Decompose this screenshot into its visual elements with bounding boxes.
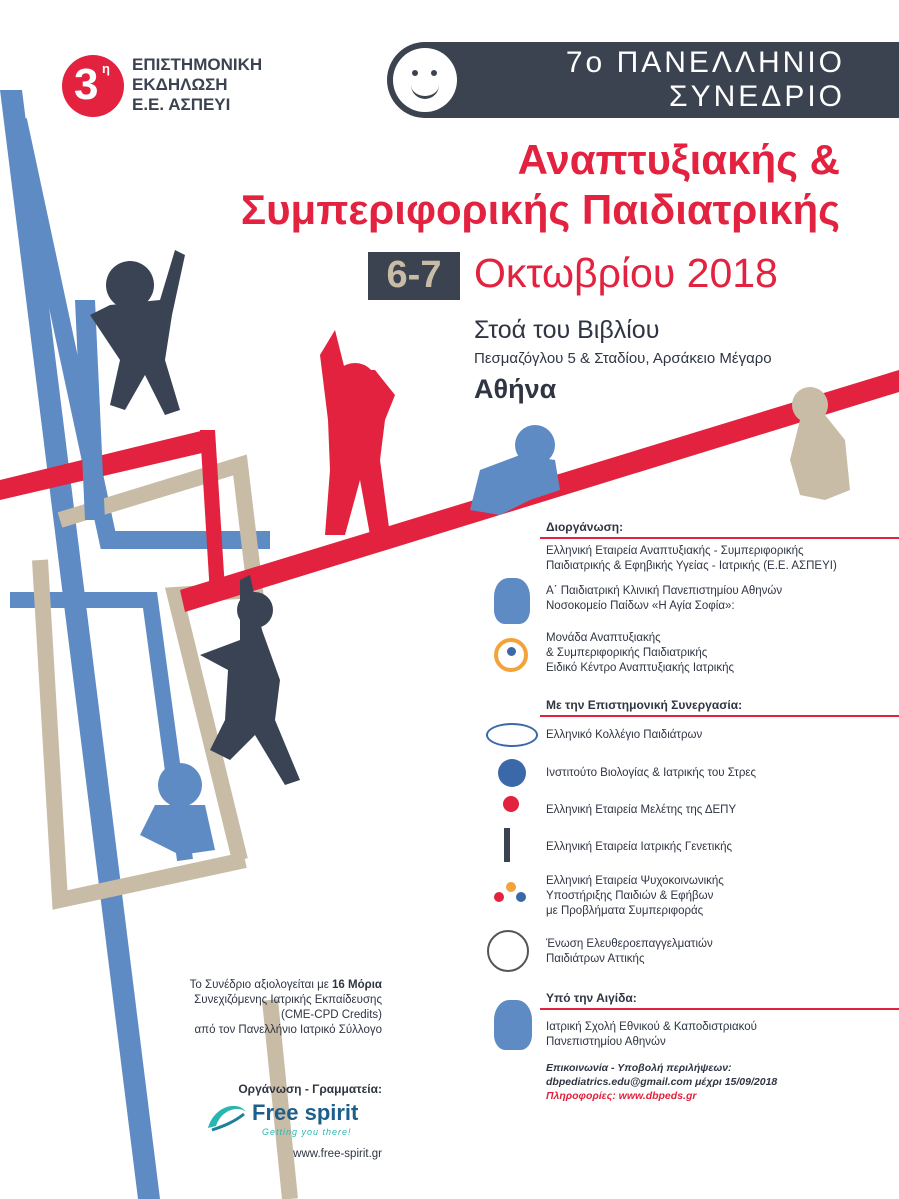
venue-name: Στοά του Βιβλίου bbox=[474, 316, 660, 344]
auspices-text bbox=[546, 1020, 757, 1050]
athena-head-icon-2 bbox=[494, 1000, 532, 1050]
organizer-1-line-1: Ελληνική Εταιρεία Αναπτυξιακής - Συμπεριφορικής bbox=[546, 545, 804, 557]
auspices-line-1: Ιατρική Σχολή Εθνικού & Καποδιστριακού bbox=[546, 1021, 757, 1033]
collaborator-6-line-1: Ένωση Ελευθεροεπαγγελματιών bbox=[546, 938, 713, 950]
organizer-2-line-2: Νοσοκομείο Παίδων «Η Αγία Σοφία»: bbox=[546, 600, 735, 612]
ibis-icon bbox=[498, 759, 526, 787]
organizer-3-line-1: Μονάδα Αναπτυξιακής bbox=[546, 632, 661, 644]
collaborator-3-line-1: Ελληνική Εταιρεία Μελέτης της ΔΕΠΥ bbox=[546, 804, 737, 816]
cme-line-2: Συνεχιζόμενης Ιατρικής Εκπαίδευσης bbox=[194, 994, 382, 1006]
congress-subject bbox=[150, 135, 840, 235]
secretariat-website[interactable]: www.free-spirit.gr bbox=[293, 1148, 382, 1160]
athena-head-icon bbox=[494, 578, 530, 624]
collaborator-5-line-3: με Προβλήματα Συμπεριφοράς bbox=[546, 905, 704, 917]
contact-info-link[interactable]: Πληροφορίες: www.dbpeds.gr bbox=[546, 1090, 697, 1102]
venue-address: Πεσμαζόγλου 5 & Σταδίου, Αρσάκειο Μέγαρο bbox=[474, 350, 772, 367]
dna-icon bbox=[504, 828, 510, 862]
month-year: Οκτωβρίου 2018 bbox=[474, 250, 778, 296]
collaborator-4 bbox=[546, 840, 732, 855]
contact-email[interactable]: dbpediatrics.edu@gmail.com μέχρι 15/09/2018 bbox=[546, 1076, 778, 1088]
adhd-society-icon bbox=[503, 796, 519, 812]
event-number-badge bbox=[62, 55, 124, 117]
baby-silhouette-sitting bbox=[140, 763, 215, 855]
development-unit-icon bbox=[494, 638, 528, 672]
event-badge-line-3: Ε.Ε. ΑΣΠΕΥΙ bbox=[132, 95, 231, 114]
organizer-3-line-3: Ειδικό Κέντρο Αναπτυξιακής Ιατρικής bbox=[546, 662, 735, 674]
event-number-superscript: η bbox=[102, 61, 110, 76]
event-badge-line-1: ΕΠΙΣΤΗΜΟΝΙΚΗ bbox=[132, 55, 263, 74]
cme-line-4: από τον Πανελλήνιο Ιατρικό Σύλλογο bbox=[194, 1024, 382, 1036]
red-stripe-vertical bbox=[200, 430, 225, 595]
baby-silhouette-blue bbox=[470, 425, 560, 515]
event-badge-text bbox=[132, 55, 262, 115]
globe-icon bbox=[486, 723, 538, 747]
congress-title-bar bbox=[387, 42, 899, 118]
contact-label: Επικοινωνία - Υποβολή περιλήψεων: bbox=[546, 1062, 732, 1074]
cme-credits: 16 Μόρια bbox=[332, 979, 382, 991]
collaboration-heading: Με την Επιστημονική Συνεργασία: bbox=[546, 698, 743, 712]
congress-title bbox=[495, 46, 845, 114]
collaborator-3 bbox=[546, 803, 736, 818]
collaborator-5 bbox=[546, 874, 724, 919]
dates-value: 6-7 bbox=[386, 254, 442, 296]
collaborator-6-line-2: Παιδιάτρων Αττικής bbox=[546, 953, 645, 965]
cme-line-3: (CME-CPD Credits) bbox=[281, 1009, 382, 1021]
child-silhouette-red bbox=[320, 330, 395, 535]
event-number: 3 bbox=[74, 60, 99, 109]
dates-box bbox=[368, 252, 460, 300]
organizer-2 bbox=[546, 584, 782, 614]
congress-subject-line-2: Συμπεριφορικής Παιδιατρικής bbox=[240, 186, 840, 233]
free-spirit-tagline: Getting you there! bbox=[262, 1127, 352, 1137]
organization-heading: Διοργάνωση: bbox=[546, 520, 624, 534]
collaborator-5-line-1: Ελληνική Εταιρεία Ψυχοκοινωνικής bbox=[546, 875, 724, 887]
event-badge-line-2: ΕΚΔΗΛΩΣΗ bbox=[132, 75, 228, 94]
auspices-rule bbox=[540, 1008, 899, 1010]
child-silhouette-dark bbox=[90, 250, 185, 415]
organizer-1-line-2: Παιδιατρικής & Εφηβικής Υγείας - Ιατρικής (Ε.Ε. ΑΣΠΕΥΙ) bbox=[546, 560, 837, 572]
secretariat-label: Οργάνωση - Γραμματεία: bbox=[238, 1082, 382, 1096]
psychosocial-society-icon bbox=[494, 880, 528, 906]
collaborator-4-line-1: Ελληνική Εταιρεία Ιατρικής Γενετικής bbox=[546, 841, 733, 853]
collaborator-5-line-2: Υποστήριξης Παιδιών & Εφήβων bbox=[546, 890, 714, 902]
pediatricians-union-icon bbox=[487, 930, 529, 972]
collaborator-2 bbox=[546, 766, 756, 781]
collaborator-6 bbox=[546, 937, 713, 967]
auspices-line-2: Πανεπιστημίου Αθηνών bbox=[546, 1036, 666, 1048]
auspices-heading: Υπό την Αιγίδα: bbox=[546, 991, 637, 1005]
collaborator-1 bbox=[546, 728, 702, 743]
cme-line-1 bbox=[120, 978, 382, 993]
smiley-icon bbox=[393, 48, 457, 112]
organizer-1 bbox=[546, 544, 837, 574]
organizer-2-line-1: Α΄ Παιδιατρική Κλινική Πανεπιστημίου Αθηνών bbox=[546, 585, 783, 597]
collaborator-2-line-1: Ινστιτούτο Βιολογίας & Ιατρικής του Στρες bbox=[546, 767, 757, 779]
free-spirit-swirl-icon bbox=[204, 1100, 250, 1134]
collaborator-1-line-1: Ελληνικό Κολλέγιο Παιδιάτρων bbox=[546, 729, 703, 741]
free-spirit-brand: Free spirit bbox=[252, 1100, 359, 1125]
collaboration-rule bbox=[540, 715, 899, 717]
congress-title-line-1: 7ο ΠΑΝΕΛΛΗΝΙΟ bbox=[565, 46, 845, 79]
venue-city: Αθήνα bbox=[474, 374, 557, 404]
congress-title-line-2: ΣΥΝΕΔΡΙΟ bbox=[669, 80, 845, 113]
cme-line-1-text: Το Συνέδριο αξιολογείται με bbox=[189, 979, 333, 991]
organizer-3-line-2: & Συμπεριφορικής Παιδιατρικής bbox=[546, 647, 708, 659]
cme-note bbox=[120, 978, 382, 1038]
congress-subject-line-1: Αναπτυξιακής & bbox=[517, 136, 840, 183]
organizer-3 bbox=[546, 631, 734, 676]
organization-rule bbox=[540, 537, 899, 539]
